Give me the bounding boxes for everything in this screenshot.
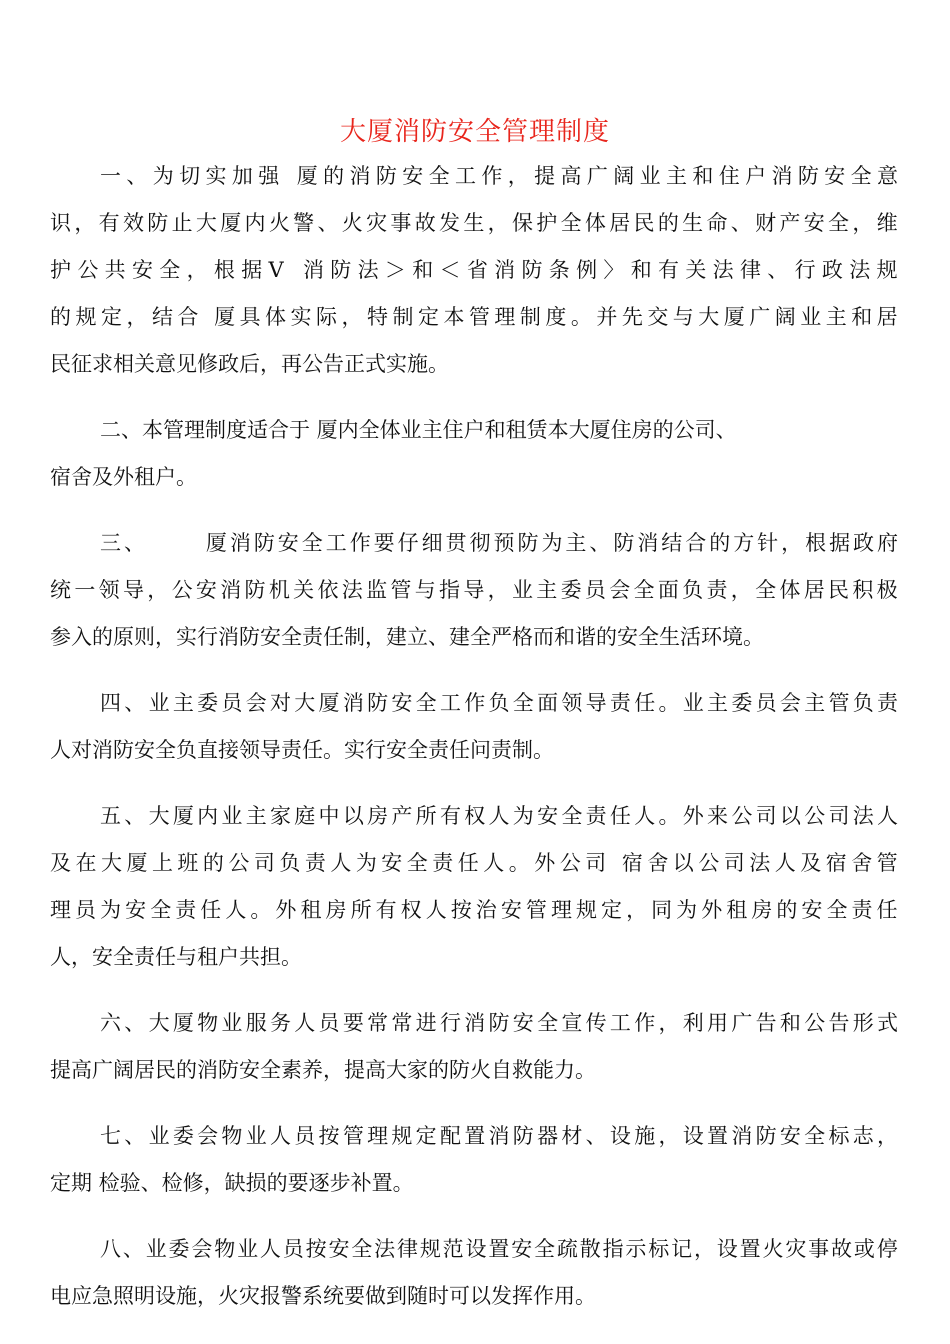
para-4-line-2: 人对消防安全负直接领导责任。实行安全责任问责制。 xyxy=(50,738,554,762)
para-2-line-2: 宿舍及外租户。 xyxy=(50,465,197,489)
para-5-line-4: 人，安全责任与租户共担。 xyxy=(50,945,302,969)
para-7-line-2: 定期 检验、检修，缺损的要逐步补置。 xyxy=(50,1171,414,1195)
para-3-line-2: 统 一 领 导 ， 公 安 消 防 机 关 依 法 监 管 与 指 导 ， 业 主 委 员 会 全 面 负 责 ， 全 体 居 民 积 极 xyxy=(50,578,898,602)
para-8-line-2: 电应急照明设施，火灾报警系统要做到随时可以发挥作用。 xyxy=(50,1284,596,1308)
para-1-line-5: 民征求相关意见修政后，再公告正式实施。 xyxy=(50,352,449,376)
para-3-line-1: 三 、 厦 消 防 安 全 工 作 要 仔 细 贯 彻 预 防 为 主 、 防 消 结 合 的 方 针 ， 根 据 政 府 xyxy=(100,531,898,555)
para-6-line-2: 提高广阔居民的消防安全素养，提高大家的防火自救能力。 xyxy=(50,1058,596,1082)
para-1-line-1: 一 、 为 切 实 加 强 厦 的 消 防 安 全 工 作 ， 提 高 广 阔 业 主 和 住 户 消 防 安 全 意 xyxy=(100,164,898,188)
para-5-line-3: 理 员 为 安 全 责 任 人 。 外 租 房 所 有 权 人 按 治 安 管 理 规 定 ， 同 为 外 租 房 的 安 全 责 任 xyxy=(50,898,898,922)
para-3-line-3: 参入的原则，实行消防安全责任制，建立、建全严格而和谐的安全生活环境。 xyxy=(50,625,764,649)
para-4-line-1: 四 、 业 主 委 员 会 对 大 厦 消 防 安 全 工 作 负 全 面 领 导 责 任 。 业 主 委 员 会 主 管 负 责 xyxy=(100,691,898,715)
para-1-line-4: 的 规 定 ， 结 合 厦 具 体 实 际 ， 特 制 定 本 管 理 制 度 。 并 先 交 与 大 厦 广 阔 业 主 和 居 xyxy=(50,305,898,329)
document-title: 大厦消防安全管理制度 xyxy=(339,117,610,147)
para-5-line-1: 五 、 大 厦 内 业 主 家 庭 中 以 房 产 所 有 权 人 为 安 全 责 任 人 。 外 来 公 司 以 公 司 法 人 xyxy=(100,804,898,828)
para-7-line-1: 七 、 业 委 会 物 业 人 员 按 管 理 规 定 配 置 消 防 器 材 、 设 施 ， 设 置 消 防 安 全 标 志 ， xyxy=(100,1124,898,1148)
para-8-line-1: 八 、 业 委 会 物 业 人 员 按 安 全 法 律 规 范 设 置 安 全 疏 散 指 示 标 记 ， 设 置 火 灾 事 故 或 停 xyxy=(100,1237,898,1261)
para-2-line-1: 二、本管理制度适合于 厦内全体业主住户和租赁本大厦住房的公司、 xyxy=(100,418,737,442)
para-1-line-3: 护 公 共 安 全 ， 根 据 V 消 防 法 ＞ 和 ＜ 省 消 防 条 例 〉 和 有 关 法 律 、 行 政 法 规 xyxy=(50,258,898,282)
para-6-line-1: 六 、 大 厦 物 业 服 务 人 员 要 常 常 进 行 消 防 安 全 宣 传 工 作 ， 利 用 广 告 和 公 告 形 式 xyxy=(100,1011,898,1035)
para-5-line-2: 及 在 大 厦 上 班 的 公 司 负 责 人 为 安 全 责 任 人 。 外 公 司 宿 舍 以 公 司 法 人 及 宿 舍 管 xyxy=(50,851,898,875)
para-1-line-2: 识 ， 有 效 防 止 大 厦 内 火 警 、 火 灾 事 故 发 生 ， 保 护 全 体 居 民 的 生 命 、 财 产 安 全 ， 维 xyxy=(50,211,898,235)
